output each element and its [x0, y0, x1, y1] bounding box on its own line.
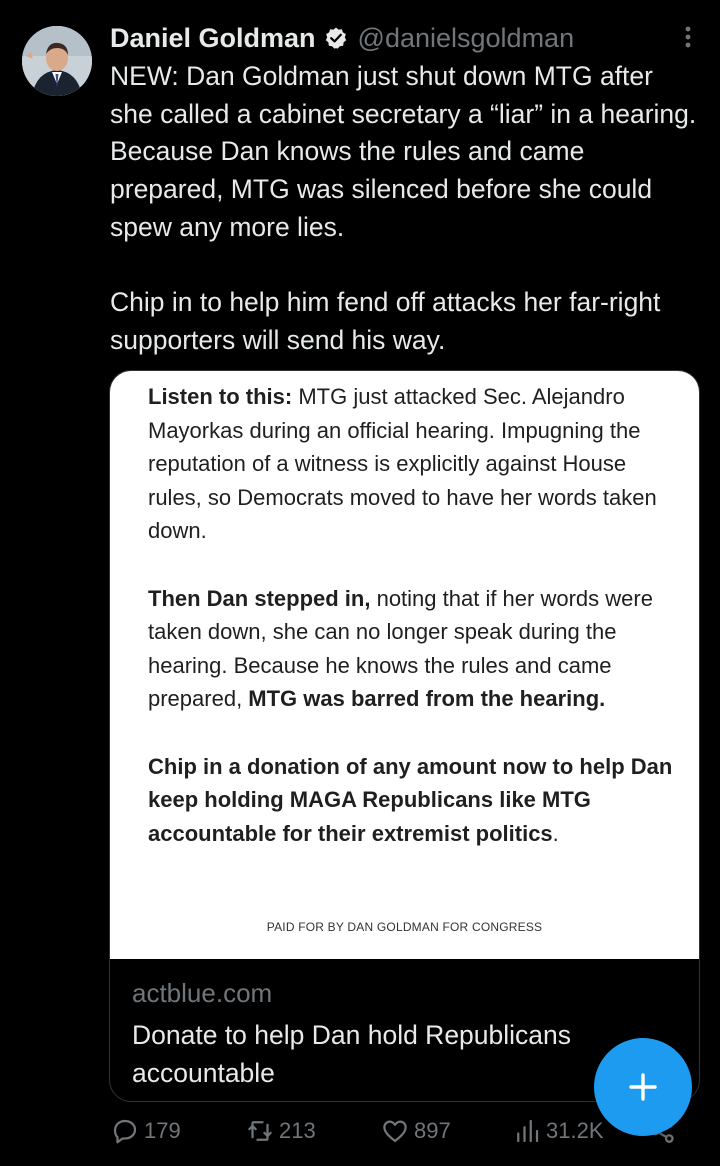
ad-text: [148, 380, 678, 850]
ad-p2-text: noting that if her words were taken down, she can no longer speak during the hearing. Because he knows the rules and came prepared,: [148, 585, 653, 712]
ad-p2-bold-end: MTG was barred from the hearing.: [248, 686, 606, 712]
profile-photo: [22, 26, 92, 96]
views-chart-icon: [512, 1116, 542, 1146]
reply-icon: [110, 1116, 140, 1146]
like-button[interactable]: [380, 1116, 451, 1146]
more-options-icon[interactable]: [678, 22, 698, 52]
card-image: [110, 371, 699, 959]
tweet-text: NEW: Dan Goldman just shut down MTG after she called a cabinet secretary a “liar” in a hearing. Because Dan knows the rules and came prepared, MTG was silenced before she could spew any more lies. Chip in to help him fend off attacks her far-right supporters will send his way.: [110, 61, 697, 355]
reply-count: 179: [144, 1118, 181, 1143]
ad-p3-end: .: [552, 820, 559, 846]
card-domain: actblue.com: [132, 978, 273, 1008]
card-title: Donate to help Dan hold Republicans accountable: [132, 1020, 572, 1088]
reply-button[interactable]: [110, 1116, 181, 1146]
ad-p1-text: MTG just attacked Sec. Alejandro Mayorkas during an official hearing. Impugning the reputation of a witness is explicitly against House rules, so Democrats moved to have her words taken down.: [148, 384, 657, 544]
like-count: 897: [414, 1118, 451, 1143]
repost-count: 213: [279, 1118, 316, 1143]
paid-for-disclaimer: PAID FOR BY DAN GOLDMAN FOR CONGRESS: [266, 920, 543, 934]
compose-button[interactable]: [594, 1038, 692, 1136]
author-handle[interactable]: @danielsgoldman: [357, 22, 575, 53]
verified-badge-icon: [324, 26, 348, 50]
views-count: 31.2K: [546, 1118, 604, 1143]
ad-paragraph-1: [148, 380, 678, 548]
tweet-header: [110, 20, 700, 56]
views-button[interactable]: [512, 1116, 604, 1146]
repost-icon: [245, 1116, 275, 1146]
link-card[interactable]: [109, 370, 700, 1102]
repost-button[interactable]: [245, 1116, 316, 1146]
plus-icon: [625, 1069, 661, 1105]
ad-paragraph-2: [148, 582, 678, 716]
ad-paragraph-3: [148, 750, 678, 851]
ad-p2-bold: Then Dan stepped in,: [148, 585, 371, 611]
ad-p3-bold: Chip in a donation of any amount now to help Dan keep holding MAGA Republicans like MTG accountable for their extremist politics: [148, 753, 673, 846]
heart-icon: [380, 1116, 410, 1146]
author-name[interactable]: Daniel Goldman: [110, 22, 316, 53]
ad-p1-bold: Listen to this:: [148, 384, 293, 409]
avatar[interactable]: [22, 26, 92, 96]
